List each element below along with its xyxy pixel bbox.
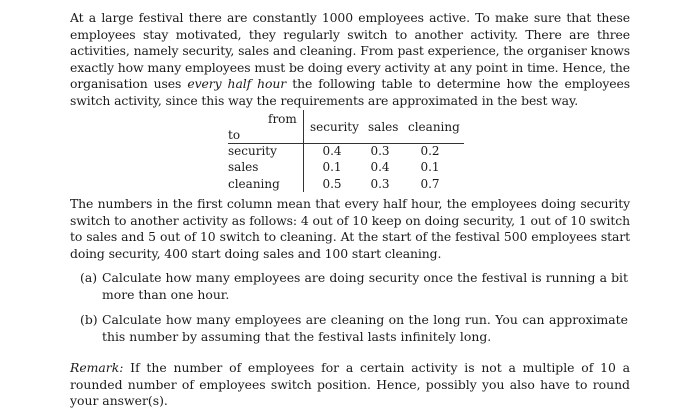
row-label-cleaning: cleaning xyxy=(228,177,280,191)
remark-text: If the number of employees for a certain activity is not a multiple of 10 a rounded number of employees switch position. Hence, possibly you also have to round your answer(s). xyxy=(70,360,630,409)
question-a xyxy=(80,270,628,303)
table-cell: 0.4 xyxy=(322,144,342,158)
table-cell: 0.1 xyxy=(420,160,440,174)
table-from-label: from xyxy=(268,112,297,126)
question-label: (a) xyxy=(80,270,98,285)
question-b xyxy=(80,312,628,345)
question-text: Calculate how many employees are doing security once the festival is running a bit more than one hour. xyxy=(102,270,628,302)
table-cell: 0.7 xyxy=(420,177,440,191)
table-cell: 0.4 xyxy=(370,160,390,174)
question-text: Calculate how many employees are cleaning on the long run. You can approximate this number by assuming that the festival lasts infinitely long. xyxy=(102,312,628,344)
row-label-sales: sales xyxy=(228,160,259,174)
question-label: (b) xyxy=(80,312,98,327)
column-header-sales: sales xyxy=(368,120,399,134)
intro-emphasis: every half hour xyxy=(187,76,287,92)
table-cell: 0.2 xyxy=(420,144,440,158)
table-vertical-rule xyxy=(303,110,304,192)
explanation-paragraph: The numbers in the first column mean that every half hour, the employees doing security switch to another activity as follows: 4 out of 10 keep on doing security, 1 out of 10 switch to sales and 5 out of 10 switch to cleaning. At the start of the festival 500 employees start doing security, 400 start doing sales and 100 start cleaning. xyxy=(70,196,630,261)
intro-rest-text: the following table to determine how the employees switch activity, since this way the requirements are approximated in the best way. xyxy=(70,76,631,108)
remark-label: Remark: xyxy=(70,360,124,375)
intro-paragraph xyxy=(70,10,630,110)
column-header-cleaning: cleaning xyxy=(408,120,460,134)
table-cell: 0.3 xyxy=(370,177,390,191)
table-cell: 0.3 xyxy=(370,144,390,158)
transition-table xyxy=(228,108,468,194)
column-header-security: security xyxy=(310,120,359,134)
intro-text: At a large festival there are constantly 1000 employees active. To make sure that these employees stay motivated, they regularly switch to another activity. There are three activities, namely security, sales and cleaning. From past experience, the organiser knows exactly how many employees must be doing every activity at any point in time. Hence, the organisation uses xyxy=(70,10,630,92)
table-cell: 0.1 xyxy=(322,160,342,174)
table-cell: 0.5 xyxy=(322,177,342,191)
row-label-security: security xyxy=(228,144,277,158)
remark-paragraph xyxy=(70,360,630,410)
table-to-label: to xyxy=(228,128,241,142)
